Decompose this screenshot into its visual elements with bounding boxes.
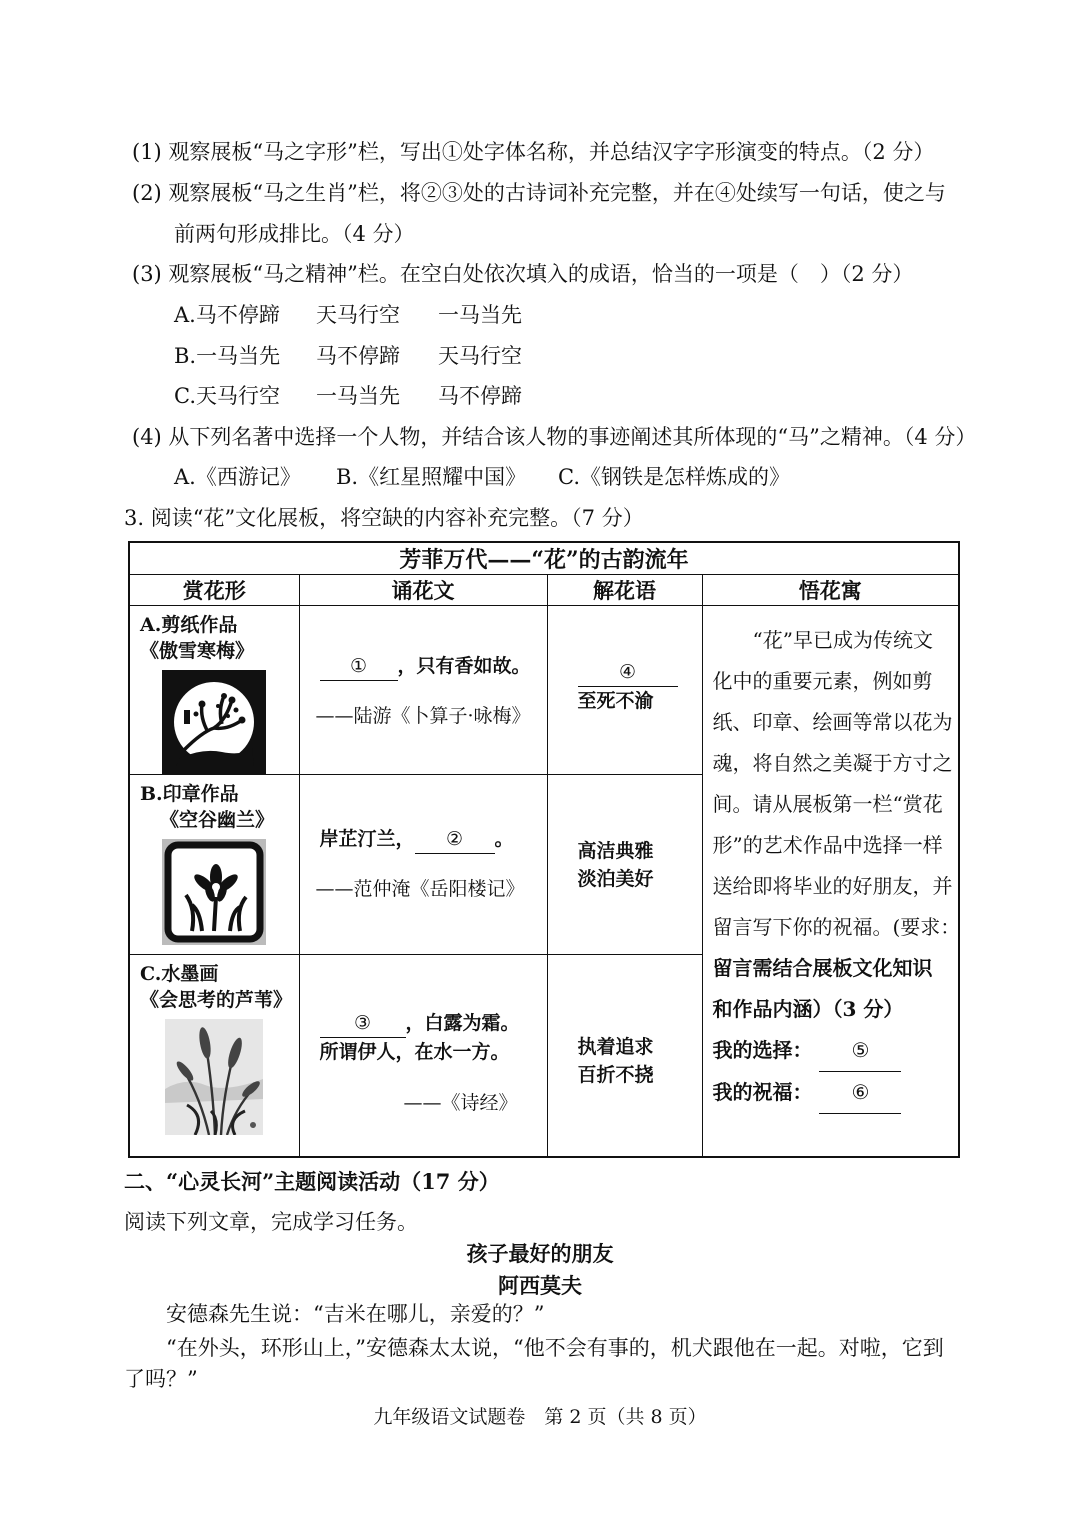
poem-b-source: ——范仲淹《岳阳楼记》 xyxy=(315,878,525,900)
question-3: (3) 观察展板“马之精神”栏。在空白处依次填入的成语，恰当的一项是（ ）（2 分） xyxy=(132,262,914,286)
board-cell-meaning-b xyxy=(547,775,702,955)
board-cell-poem-c xyxy=(299,955,547,1158)
section-3-heading: 3. 阅读“花”文化展板，将空缺的内容补充完整。（7 分） xyxy=(124,506,644,530)
page-footer: 九年级语文试题卷 第 2 页（共 8 页） xyxy=(373,1406,707,1428)
board-header-implication: 悟花寓 xyxy=(702,575,959,606)
board-cell-work-c xyxy=(129,955,299,1158)
board-cell-work-b xyxy=(129,775,299,955)
work-a-label: A.剪纸作品 《傲雪寒梅》 xyxy=(140,614,255,662)
board-cell-work-a xyxy=(129,606,299,775)
blank-2[interactable]: ② xyxy=(415,825,495,854)
option-text: 马不停蹄 xyxy=(438,384,522,408)
board-cell-poem-b xyxy=(299,775,547,955)
option-text: 一马当先 xyxy=(316,384,400,408)
poem-b-line: 岸芷汀兰， ② 。 xyxy=(300,825,547,854)
option-text: A.马不停蹄 xyxy=(174,303,280,327)
article-paragraph-2-line-1: “在外头，环形山上，”安德森太太说，“他不会有事的，机犬跟他在一起。对啦，它到 xyxy=(166,1336,944,1360)
part-2-heading: 二、“心灵长河”主题阅读活动（17 分） xyxy=(124,1169,500,1194)
blank-6[interactable]: ⑥ xyxy=(819,1072,901,1114)
poem-c-line-2: 所谓伊人，在水一方。 xyxy=(319,1041,510,1063)
article-author: 阿西莫夫 xyxy=(498,1273,582,1298)
board-header-shape: 赏花形 xyxy=(129,575,299,606)
board-header-poem: 诵花文 xyxy=(299,575,547,606)
option-text: C.《钢铁是怎样炼成的》 xyxy=(558,465,790,489)
board-title: 芳菲万代——“花”的古韵流年 xyxy=(129,542,959,575)
article-title: 孩子最好的朋友 xyxy=(466,1241,614,1266)
plum-blossom-papercut-icon xyxy=(162,670,266,774)
question-3-option-b xyxy=(174,341,522,371)
blank-3[interactable]: ③ xyxy=(320,1009,406,1038)
flower-culture-board xyxy=(128,541,960,1158)
option-text: 天马行空 xyxy=(438,344,522,368)
poem-a-source: ——陆游《卜算子·咏梅》 xyxy=(315,705,531,727)
reed-ink-painting-icon xyxy=(165,1019,263,1135)
question-2-line-2: 前两句形成排比。（4 分） xyxy=(174,222,415,246)
option-text: C.天马行空 xyxy=(174,384,280,408)
option-text: B.一马当先 xyxy=(174,344,281,368)
board-cell-poem-a xyxy=(299,606,547,775)
option-text: A.《西游记》 xyxy=(174,465,301,489)
poem-a-line: ① ，只有香如故。 xyxy=(300,652,547,681)
question-3-option-a xyxy=(174,300,522,330)
question-1: (1) 观察展板“马之字形”栏，写出①处字体名称，并总结汉字字形演变的特点。（2 分） xyxy=(132,140,935,164)
meaning-b: 高洁典雅 淡泊美好 xyxy=(577,840,654,890)
part-2-instruction: 阅读下列文章，完成学习任务。 xyxy=(124,1210,418,1234)
option-text: 天马行空 xyxy=(316,303,400,327)
option-text: 一马当先 xyxy=(438,303,522,327)
work-b-label: B.印章作品 《空谷幽兰》 xyxy=(140,783,275,831)
implication-text: “花”早已成为传统文 化中的重要元素，例如剪 纸、印章、绘画等常以花为 魂，将自然之美凝于方寸之 间。请从展板第一栏“赏花 形”的艺术作品中选择一样 送给即将毕业的好朋友，并 留言写下你的祝福。(要求： 留言需结合展板文化知识 和作品内涵）（3 分） 我的选择： ⑤ 我的祝福： ⑥ xyxy=(703,606,959,1114)
board-cell-meaning-a xyxy=(547,606,702,775)
board-header-meaning: 解花语 xyxy=(547,575,702,606)
option-text: 马不停蹄 xyxy=(316,344,400,368)
option-text: B.《红星照耀中国》 xyxy=(336,465,527,489)
work-c-label: C.水墨画 《会思考的芦苇》 xyxy=(140,963,293,1011)
my-choice: 我的选择： ⑤ xyxy=(713,1030,951,1072)
board-cell-implication xyxy=(702,606,959,1158)
question-4: (4) 从下列名著中选择一个人物，并结合该人物的事迹阐述其所体现的“马”之精神。（4 分） xyxy=(132,425,977,449)
question-4-options xyxy=(174,462,790,492)
poem-c-line-1: ③ ，白露为霜。 xyxy=(300,1009,547,1038)
meaning-a: ④ 至死不渝 xyxy=(548,658,702,715)
poem-c-source: ——《诗经》 xyxy=(403,1092,518,1114)
blank-4[interactable]: ④ xyxy=(578,658,678,687)
board-cell-meaning-c xyxy=(547,955,702,1158)
article-paragraph-2-line-2: 了吗？” xyxy=(124,1367,198,1391)
blank-1[interactable]: ① xyxy=(320,652,398,681)
question-2-line-1: (2) 观察展板“马之生肖”栏，将②③处的古诗词补充完整，并在④处续写一句话，使之与 xyxy=(132,181,946,205)
article-paragraph-1: 安德森先生说：“吉米在哪儿，亲爱的？” xyxy=(166,1302,545,1326)
question-3-option-c xyxy=(174,381,522,411)
orchid-seal-icon xyxy=(162,839,266,945)
blank-5[interactable]: ⑤ xyxy=(819,1030,901,1072)
meaning-c: 执着追求 百折不挠 xyxy=(577,1036,654,1086)
my-wish: 我的祝福： ⑥ xyxy=(713,1072,951,1114)
